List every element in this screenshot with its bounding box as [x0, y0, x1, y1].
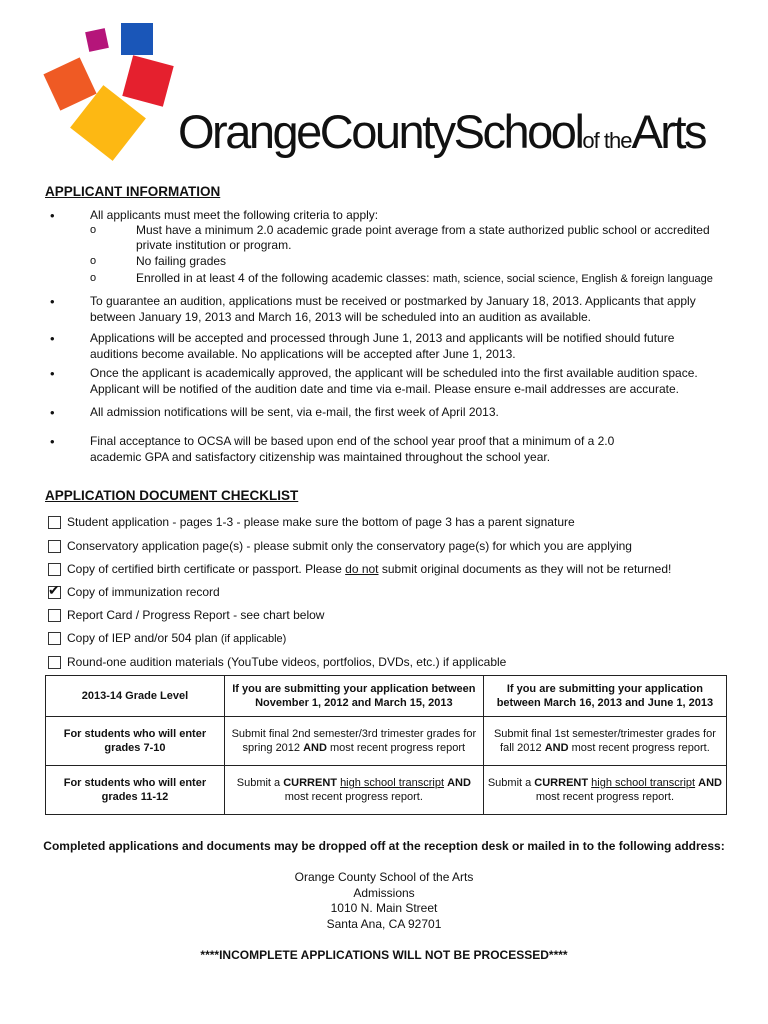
bullet: •: [50, 405, 55, 420]
birth-cert-text-b: submit original documents as they will not be returned!: [378, 562, 672, 576]
header-period2-line1: If you are submitting your application: [506, 683, 703, 695]
criteria-classes-text: Enrolled in at least 4 of the following academic classes:: [136, 271, 433, 285]
row2-c1-line2: most recent progress report.: [284, 791, 423, 803]
table-header-period-2: [483, 676, 726, 717]
criteria-gpa: [136, 223, 748, 253]
row1-c2-line1: Submit final 1st semester/trimester grades for: [493, 728, 716, 740]
table-row: [46, 766, 727, 815]
bullet: •: [50, 294, 55, 309]
checklist-item-student-application: Student application - pages 1-3 - please make sure the bottom of page 3 has a parent signature: [67, 515, 575, 529]
row1-c2-and: AND: [544, 742, 569, 754]
info-deadline-line1: To guarantee an audition, applications must be received or postmarked by January 18, 2013. Applicants that apply: [90, 294, 696, 308]
checklist-item-immunization: Copy of immunization record: [67, 585, 220, 599]
row1-label-line1: For students who will enter: [63, 728, 207, 740]
row2-label-line2: grades 11-12: [101, 791, 169, 803]
birth-cert-do-not: do not: [345, 562, 379, 576]
row2-label-line1: For students who will enter: [63, 777, 207, 789]
checkbox-student-application[interactable]: [48, 516, 61, 529]
incomplete-warning: ****INCOMPLETE APPLICATIONS WILL NOT BE PROCESSED****: [200, 948, 568, 962]
sub-bullet: o: [90, 224, 97, 236]
row2-c1-current: CURRENT: [283, 777, 337, 789]
criteria-gpa-line2: private institution or program.: [136, 238, 292, 252]
bullet: •: [50, 208, 55, 223]
info-final-line1: Final acceptance to OCSA will be based upon end of the school year proof that a minimum of a 2.0: [90, 434, 615, 448]
info-final-acceptance: [90, 434, 750, 465]
criteria-classes-list: math, science, social science, English & foreign language: [432, 273, 713, 285]
checkbox-iep-504[interactable]: [48, 632, 61, 645]
row2-c2-current: CURRENT: [534, 777, 589, 789]
row2-c2-and: AND: [698, 777, 722, 789]
logo-square-blue: [121, 23, 153, 55]
bullet: •: [50, 366, 55, 381]
table-header-grade-level: 2013-14 Grade Level: [46, 676, 225, 717]
row2-c1-transcript: high school transcript: [340, 777, 445, 789]
info-notifications: All admission notifications will be sent, via e-mail, the first week of April 2013.: [90, 405, 499, 419]
logo-text-2: of the: [582, 128, 632, 153]
criteria-intro: All applicants must meet the following criteria to apply:: [90, 208, 379, 222]
checklist-heading: APPLICATION DOCUMENT CHECKLIST: [45, 488, 299, 503]
header-period1-line1: If you are submitting your application between: [232, 683, 476, 695]
info-approval-line2: Applicant will be notified of the audition date and time via e-mail. Please ensure e-mail addresses are accurate.: [90, 381, 679, 396]
table-header-period-1: [224, 676, 483, 717]
row-label-grades-7-10: [46, 717, 225, 766]
criteria-gpa-line1: Must have a minimum 2.0 academic grade point average from a state authorized public school or accredited: [136, 223, 710, 237]
dropoff-instructions: Completed applications and documents may be dropped off at the reception desk or mailed in to the following address:: [43, 839, 725, 853]
sub-bullet: o: [90, 255, 97, 267]
criteria-no-failing: No failing grades: [136, 254, 227, 268]
logo-text-3: Arts: [631, 105, 706, 158]
row1-period2-cell: [483, 717, 726, 766]
sub-bullet: o: [90, 272, 97, 284]
logo-square-orange: [43, 57, 96, 110]
checklist-item-birth-certificate: [67, 562, 671, 576]
checkbox-birth-certificate[interactable]: [48, 563, 61, 576]
checkmark-icon: ✔: [48, 582, 60, 598]
row2-c2-line2: most recent progress report.: [535, 791, 674, 803]
info-approval-line1: Once the applicant is academically approved, the applicant will be scheduled into the first available audition space.: [90, 366, 698, 380]
criteria-classes: [136, 271, 748, 287]
info-processing-line1: Applications will be accepted and processed through June 1, 2013 and applicants will be notified should future: [90, 331, 675, 345]
checklist-item-iep: [67, 631, 286, 645]
checkbox-audition-materials[interactable]: [48, 656, 61, 669]
logo-squares: [40, 20, 190, 168]
row2-c1-line1: [229, 776, 479, 790]
logo-text-1: OrangeCountySchool: [178, 105, 583, 158]
row1-c1-b: spring 2012: [242, 742, 304, 754]
row1-period1-cell: [224, 717, 483, 766]
row2-c1-and: AND: [447, 777, 471, 789]
birth-cert-text-a: Copy of certified birth certificate or passport. Please: [67, 562, 346, 576]
bullet: •: [50, 434, 55, 449]
address-line-1: Orange County School of the Arts: [294, 870, 474, 884]
row1-c1-line2: [229, 741, 479, 755]
row1-label-line2: grades 7-10: [104, 742, 166, 754]
address-line-4: Santa Ana, CA 92701: [326, 916, 442, 931]
iep-if-applicable: (if applicable): [220, 633, 287, 645]
checkbox-report-card[interactable]: [48, 609, 61, 622]
info-approval: [90, 366, 750, 397]
row1-c2-b: fall 2012: [500, 742, 545, 754]
checklist-item-conservatory: Conservatory application page(s) - please submit only the conservatory page(s) for which you are applying: [67, 539, 632, 553]
checklist-item-report-card: Report Card / Progress Report - see chart below: [67, 608, 325, 622]
info-processing: [90, 331, 750, 362]
iep-text: Copy of IEP and/or 504 plan: [67, 631, 221, 645]
table-row: [46, 717, 727, 766]
info-deadline: [90, 294, 750, 325]
header-period1-line2: November 1, 2012 and March 15, 2013: [255, 697, 453, 709]
bullet: •: [50, 331, 55, 346]
row1-c2-line2: [488, 741, 722, 755]
mailing-address: [0, 870, 768, 932]
table-header-row: [46, 676, 727, 717]
row2-c1-a: Submit a: [236, 777, 284, 789]
row1-c1-c: most recent progress report: [326, 742, 466, 754]
logo-square-magenta: [85, 28, 109, 52]
address-line-3: 1010 N. Main Street: [330, 901, 438, 915]
row1-c1-and: AND: [303, 742, 327, 754]
checklist-item-audition-materials: Round-one audition materials (YouTube videos, portfolios, DVDs, etc.) if applicable: [67, 655, 507, 669]
row2-c2-transcript: high school transcript: [591, 777, 696, 789]
header-period2-line2: between March 16, 2013 and June 1, 2013: [496, 697, 714, 709]
row1-c1-line1: Submit final 2nd semester/3rd trimester grades for: [231, 728, 477, 740]
address-line-2: Admissions: [353, 885, 415, 900]
row1-c2-c: most recent progress report.: [568, 742, 710, 754]
info-final-line2: academic GPA and satisfactory citizenship was maintained throughout the school year.: [90, 449, 551, 464]
row2-c2-a: Submit a: [487, 777, 535, 789]
checkbox-conservatory-application[interactable]: [48, 540, 61, 553]
checkbox-immunization-record[interactable]: [48, 582, 61, 599]
row2-c2-line1: [488, 776, 722, 790]
school-name-logo: [178, 105, 706, 158]
info-processing-line2: auditions become available. No applications will be accepted after June 1, 2013.: [90, 346, 516, 361]
row-label-grades-11-12: [46, 766, 225, 815]
info-deadline-line2: between January 19, 2013 and March 16, 2013 will be scheduled into an audition as available.: [90, 309, 592, 324]
grade-submission-table: [45, 675, 727, 815]
logo-square-red: [122, 55, 173, 106]
row2-period2-cell: [483, 766, 726, 815]
row2-period1-cell: [224, 766, 483, 815]
applicant-info-heading: APPLICANT INFORMATION: [45, 184, 221, 199]
